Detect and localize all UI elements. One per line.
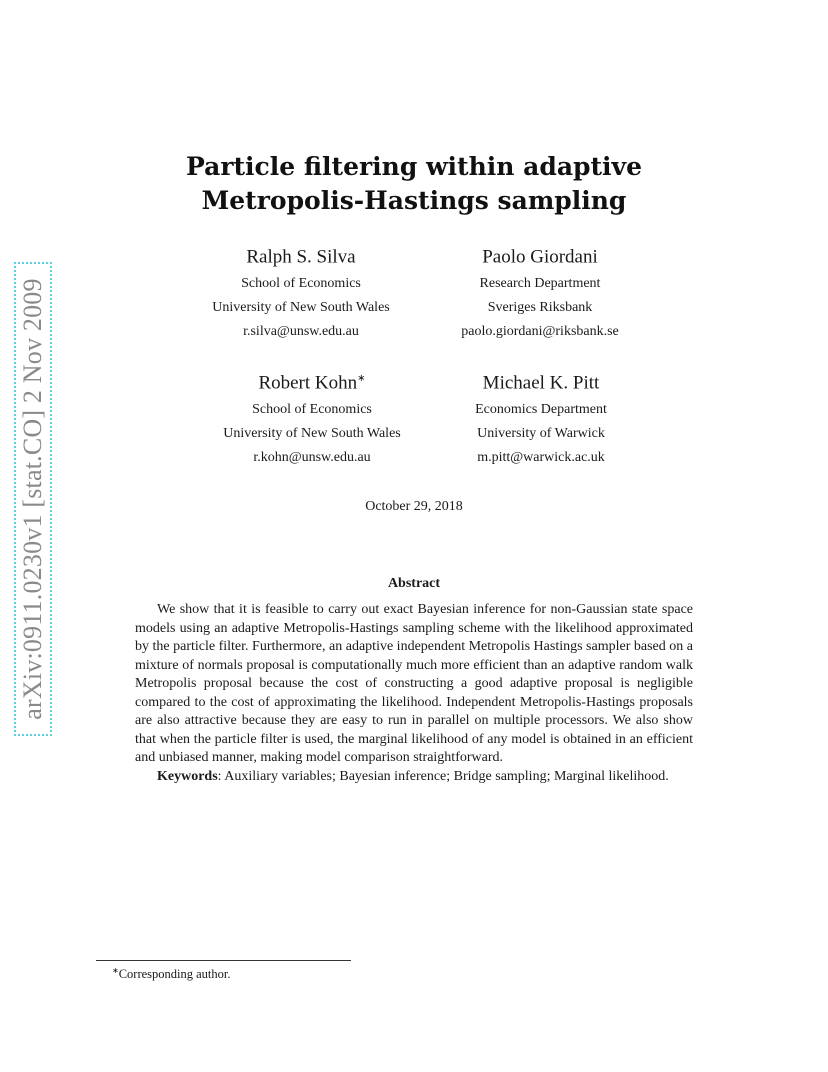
keywords-text: : Auxiliary variables; Bayesian inference; Bridge sampling; Marginal likelihood.: [217, 768, 669, 784]
author-name: Michael K. Pitt: [482, 372, 600, 394]
author-block-kohn: [182, 368, 442, 470]
author-email[interactable]: r.kohn@unsw.edu.au: [253, 450, 371, 466]
author-name: Ralph S. Silva: [246, 246, 356, 268]
author-affiliation: School of Economics: [241, 276, 361, 292]
abstract-body: [135, 601, 693, 786]
author-institution: University of New South Wales: [212, 300, 390, 316]
author-affiliation: Economics Department: [475, 402, 607, 418]
keywords-label: Keywords: [157, 768, 218, 784]
footnote-divider: [96, 960, 351, 961]
author-institution: Sveriges Riksbank: [487, 300, 593, 316]
author-email[interactable]: paolo.giordani@riksbank.se: [461, 324, 619, 340]
corresponding-author-mark[interactable]: ∗: [357, 373, 366, 384]
author-block-pitt: [411, 368, 671, 470]
keywords-line: [135, 768, 693, 787]
author-institution: University of New South Wales: [223, 426, 401, 442]
author-email[interactable]: r.silva@unsw.edu.au: [243, 324, 359, 340]
author-name: Paolo Giordani: [482, 246, 598, 268]
author-block-silva: [171, 242, 431, 344]
abstract-heading: Abstract: [387, 576, 441, 591]
arxiv-identifier[interactable]: arXiv:0911.0230v1 [stat.CO] 2 Nov 2009: [18, 278, 47, 720]
abstract-text: We show that it is feasible to carry out exact Bayesian inference for non-Gaussian state space models using an adaptive Metropolis-Hastings sampling scheme with the likelihood approximated by the particle filter. Furthermore, an adaptive independent Metropolis Hastings sampler based on a mixture of normals proposal is computationally much more efficient than an adaptive random walk Metropolis proposal because the cost of constructing a good adaptive proposal is negligible compared to the cost of approximating the likelihood. Independent Metropolis-Hastings proposals are also attractive because they are easy to run in parallel on multiple processors. We also show that when the particle filter is used, the marginal likelihood of any model is obtained in an efficient and unbiased manner, making model comparison straightforward.: [135, 602, 693, 765]
author-email[interactable]: m.pitt@warwick.ac.uk: [477, 450, 605, 466]
title-line-2: Metropolis-Hastings sampling: [201, 186, 627, 215]
footnote-text: Corresponding author.: [118, 967, 231, 982]
author-affiliation: Research Department: [479, 276, 601, 292]
footnote: [112, 963, 231, 982]
title-line-1: Particle filtering within adaptive: [186, 152, 642, 181]
footnote-mark: ∗: [112, 966, 119, 975]
paper-date: October 29, 2018: [365, 499, 463, 514]
author-block-giordani: [410, 242, 670, 344]
paper-title: [130, 150, 698, 218]
author-affiliation: School of Economics: [252, 402, 372, 418]
author-name: Robert Kohn∗: [258, 372, 366, 394]
author-institution: University of Warwick: [477, 426, 605, 442]
